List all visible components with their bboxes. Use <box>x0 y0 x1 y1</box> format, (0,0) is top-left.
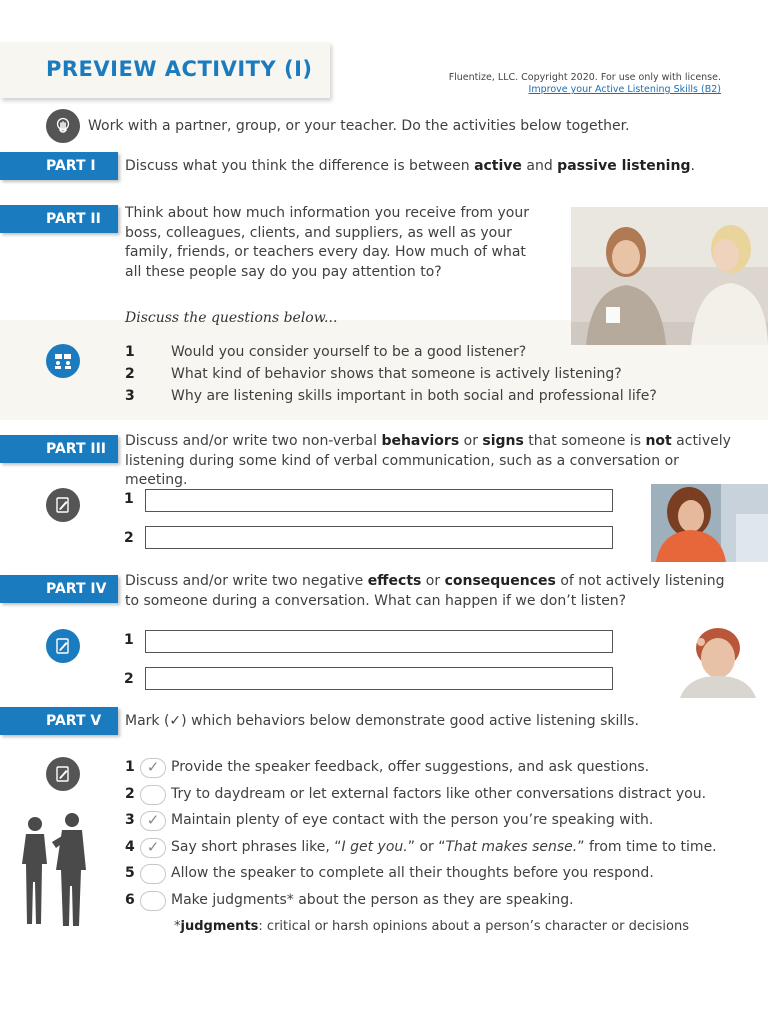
answer-field-part4-2[interactable] <box>145 667 613 690</box>
hand-touch-icon <box>46 109 80 143</box>
part-1-tab: PART I <box>0 152 118 180</box>
item-text-part: ” from time to time. <box>577 838 717 855</box>
part-3-prompt <box>125 432 735 491</box>
answer-number: 1 <box>124 632 134 648</box>
item-text: Try to daydream or let external factors like other conversations distract you. <box>171 785 707 802</box>
part-3-term-signs: signs <box>482 433 524 449</box>
answer-number: 2 <box>124 671 134 687</box>
discuss-heading: Discuss the questions below... <box>125 310 338 326</box>
question-text: Why are listening skills important in both social and professional life? <box>171 388 657 404</box>
list-item <box>125 343 657 365</box>
footnote-definition: : critical or harsh opinions about a person’s character or decisions <box>258 919 689 934</box>
list-item <box>125 758 745 785</box>
photo-yawning-woman <box>651 484 768 562</box>
item-text-part: ” or “ <box>407 838 446 855</box>
part-4-prompt <box>125 572 735 611</box>
checkbox[interactable] <box>140 785 166 805</box>
part-1-prompt <box>125 157 695 177</box>
item-number: 3 <box>125 812 135 828</box>
item-number: 1 <box>125 759 135 775</box>
part-3-text: Discuss and/or write two non-verbal <box>125 433 382 449</box>
copyright-text: Fluentize, LLC. Copyright 2020. For use only with license. <box>448 72 721 83</box>
item-text-part: Say short phrases like, “ <box>171 838 342 855</box>
question-list <box>125 343 657 409</box>
checkbox[interactable]: ✓ <box>140 811 166 831</box>
part-5-instruction: Mark (✓) which behaviors below demonstrate good active listening skills. <box>125 713 639 729</box>
item-phrase: That makes sense. <box>445 838 578 855</box>
part-4-text: or <box>421 573 445 589</box>
photo-two-women-talking <box>571 207 768 345</box>
footnote-term: judgments <box>180 919 259 934</box>
item-phrase: I get you. <box>341 838 408 855</box>
list-item <box>125 365 657 387</box>
checkbox[interactable] <box>140 864 166 884</box>
answer-field-part3-2[interactable] <box>145 526 613 549</box>
item-text: Maintain plenty of eye contact with the person you’re speaking with. <box>171 812 654 828</box>
intro-text: Work with a partner, group, or your teacher. Do the activities below together. <box>88 118 630 134</box>
question-text: What kind of behavior shows that someone is actively listening? <box>171 366 622 382</box>
part-1-text: and <box>521 158 558 174</box>
lesson-link[interactable]: Improve your Active Listening Skills (B2) <box>528 84 721 95</box>
part-1-term-active: active <box>474 158 522 174</box>
item-text <box>171 838 717 858</box>
answer-field-part3-1[interactable] <box>145 489 613 512</box>
item-text: Provide the speaker feedback, offer suggestions, and ask questions. <box>171 759 650 775</box>
part-1-text: Discuss what you think the difference is between <box>125 158 475 174</box>
copyright-notice <box>449 72 721 96</box>
question-number: 1 <box>125 344 135 360</box>
item-number: 5 <box>125 865 135 881</box>
part-1-term-passive: passive listening <box>557 158 691 174</box>
part-4-term-consequences: consequences <box>444 573 556 589</box>
footnote-star: * <box>174 919 181 934</box>
list-item <box>125 387 657 409</box>
part-2-text: Think about how much information you receive from your boss, colleagues, clients, and suppliers, as well as your family, friends, or teachers every day. How much of what all these people say do you pay attention to? <box>125 205 530 280</box>
part-3-tab: PART III <box>0 435 118 463</box>
answer-field-part4-1[interactable] <box>145 630 613 653</box>
part-3-text: or <box>459 433 483 449</box>
answer-number: 2 <box>124 530 134 546</box>
answer-number: 1 <box>124 491 134 507</box>
part-2-tab: PART II <box>0 205 118 233</box>
part-5-tab: PART V <box>0 707 118 735</box>
list-item <box>125 891 745 918</box>
part-4-term-effects: effects <box>367 573 422 589</box>
part-4-tab: PART IV <box>0 575 118 603</box>
checkbox[interactable] <box>140 891 166 911</box>
pencil-icon <box>46 629 80 663</box>
part-3-text: actively listening during some kind of verbal communication, such as a conversation or meeting. <box>125 433 731 488</box>
list-item <box>125 838 745 865</box>
part-4-text: Discuss and/or write two negative <box>125 573 368 589</box>
group-discussion-icon <box>46 344 80 378</box>
item-text: Allow the speaker to complete all their thoughts before you respond. <box>171 865 654 881</box>
list-item <box>125 785 745 812</box>
pencil-icon <box>46 488 80 522</box>
question-text: Would you consider yourself to be a good listener? <box>171 344 527 360</box>
part-1-text: . <box>690 158 695 174</box>
part-3-text: that someone is <box>523 433 646 449</box>
list-item <box>125 864 745 891</box>
item-number: 2 <box>125 785 135 802</box>
question-number: 2 <box>125 366 135 382</box>
part-3-term-behaviors: behaviors <box>381 433 460 449</box>
checklist <box>125 758 745 917</box>
item-number: 4 <box>125 838 135 855</box>
checkbox[interactable]: ✓ <box>140 758 166 778</box>
footnote <box>174 919 689 934</box>
checkbox[interactable]: ✓ <box>140 838 166 858</box>
page-title: PREVIEW ACTIVITY (I) <box>46 57 313 81</box>
item-text: Make judgments* about the person as they are speaking. <box>171 891 574 908</box>
part-4-text: of not actively listening to someone during a conversation. What can happen if we don’t listen? <box>125 573 725 609</box>
list-item <box>125 811 745 838</box>
pencil-icon <box>46 757 80 791</box>
question-number: 3 <box>125 388 135 404</box>
photo-confused-elderly-woman <box>666 624 768 698</box>
people-silhouette-icon <box>22 812 90 932</box>
part-3-term-not: not <box>645 433 672 449</box>
item-number: 6 <box>125 891 135 908</box>
